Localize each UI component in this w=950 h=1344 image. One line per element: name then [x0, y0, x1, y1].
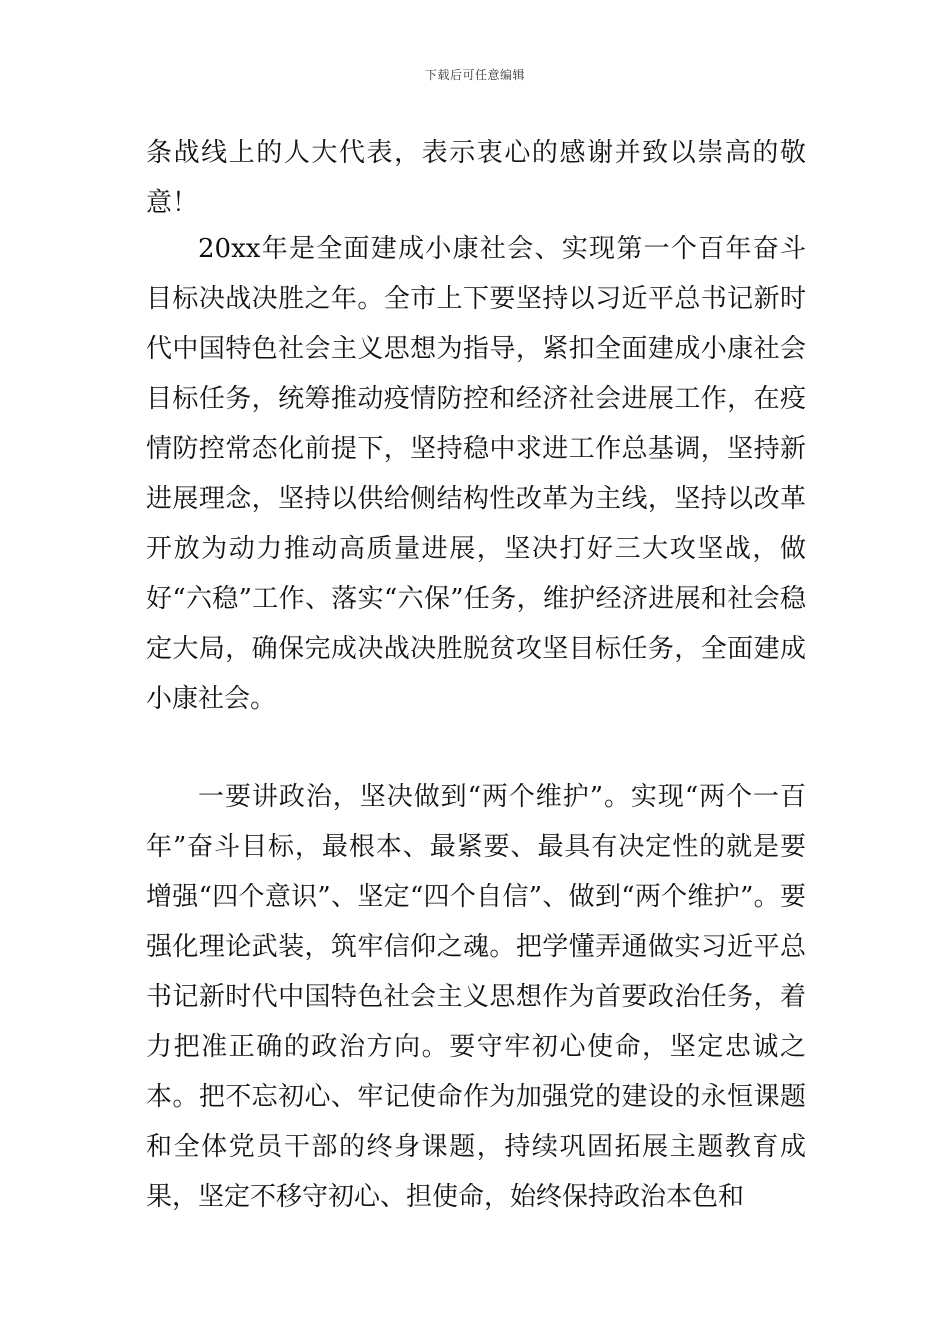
paragraph-block: [146, 224, 806, 724]
paragraph-goal-year: 20xx年是全面建成小康社会、实现第一个百年奋斗目标决战决胜之年。全市上下要坚持以习近平总书记新时代中国特色社会主义思想为指导，紧扣全面建成小康社会目标任务，统筹推动疫情防控和经济社会进展工作，在疫情防控常态化前提下，坚持稳中求进工作总基调，坚持新进展理念，坚持以供给侧结构性改革为主线，坚持以改革开放为动力推动高质量进展，坚决打好三大攻坚战，做好“六稳”工作、落实“六保”任务，维护经济进展和社会稳定大局，确保完成决战决胜脱贫攻坚目标任务，全面建成小康社会。: [146, 234, 806, 714]
paragraph-politics: 一要讲政治，坚决做到“两个维护”。实现“两个一百年”奋斗目标，最根本、最紧要、最具有决定性的就是要增强“四个意识”、坚定“四个自信”、做到“两个维护”。要强化理论武装，筑牢信仰之魂。把学懂弄通做实习近平总书记新时代中国特色社会主义思想作为首要政治任务，着力把准正确的政治方向。要守牢初心使命，坚定忠诚之本。把不忘初心、牢记使命作为加强党的建设的永恒课题和全体党员干部的终身课题，持续巩固拓展主题教育成果，坚定不移守初心、担使命，始终保持政治本色和: [146, 782, 806, 1212]
paragraph-block: [146, 128, 806, 228]
paragraph-continued: 条战线上的人大代表，表示衷心的感谢并致以崇高的敬意！: [146, 138, 806, 218]
paragraph-block: [146, 772, 806, 1222]
page-header-note: 下载后可任意编辑: [424, 68, 525, 82]
